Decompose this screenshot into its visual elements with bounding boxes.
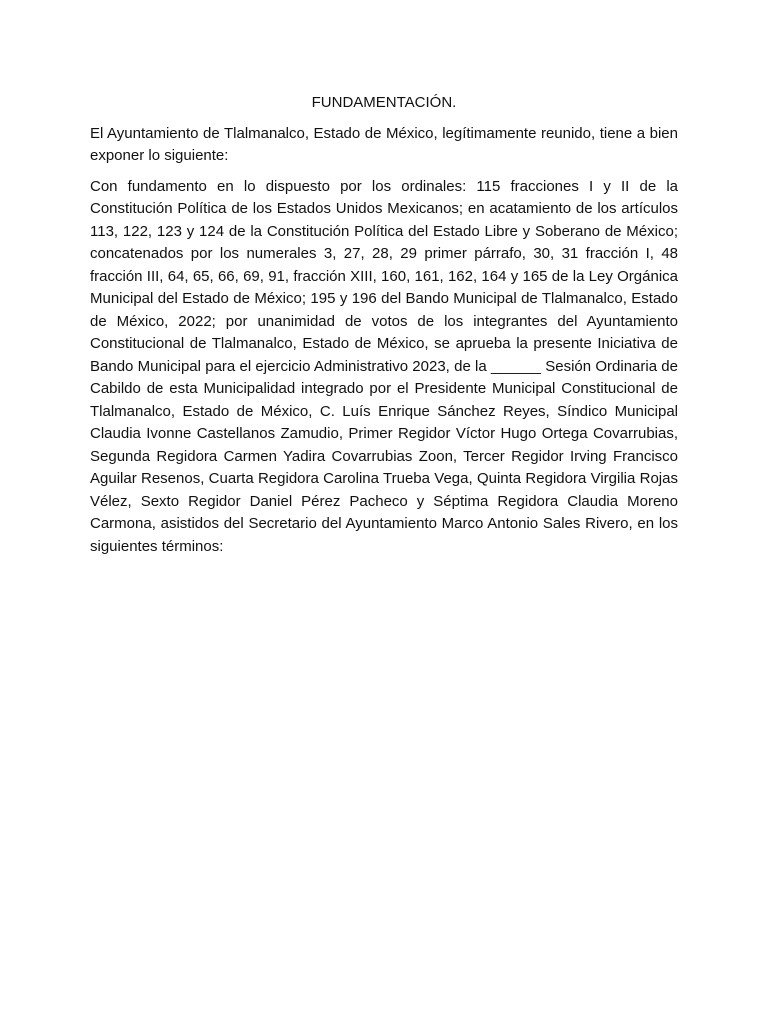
- document-body: [90, 92, 678, 566]
- document-title: FUNDAMENTACIÓN.: [311, 94, 457, 111]
- legal-basis-paragraph: Con fundamento en lo dispuesto por los ordinales: 115 fracciones I y II de la Constitución Política de los Estados Unidos Mexicanos; en acatamiento de los artículos 113, 122, 123 y 124 de la Constitución Política del Estado Libre y Soberano de México; concatenados por los numerales 3, 27, 28, 29 primer párrafo, 30, 31 fracción I, 48 fracción III, 64, 65, 66, 69, 91, fracción XIII, 160, 161, 162, 164 y 165 de la Ley Orgánica Municipal del Estado de México; 195 y 196 del Bando Municipal de Tlalmanalco, Estado de México, 2022; por unanimidad de votos de los integrantes del Ayuntamiento Constitucional de Tlalmanalco, Estado de México, se aprueba la presente Iniciativa de Bando Municipal para el ejercicio Administrativo 2023, de la ______ Sesión Ordinaria de Cabildo de esta Municipalidad integrado por el Presidente Municipal Constitucional de Tlalmanalco, Estado de México, C. Luís Enrique Sánchez Reyes, Síndico Municipal Claudia Ivonne Castellanos Zamudio, Primer Regidor Víctor Hugo Ortega Covarrubias, Segunda Regidora Carmen Yadira Covarrubias Zoon, Tercer Regidor Irving Francisco Aguilar Resenos, Cuarta Regidora Carolina Trueba Vega, Quinta Regidora Virgilia Rojas Vélez, Sexto Regidor Daniel Pérez Pacheco y Séptima Regidora Claudia Moreno Carmona, asistidos del Secretario del Ayuntamiento Marco Antonio Sales Rivero, en los siguientes términos:: [90, 177, 678, 555]
- intro-paragraph: El Ayuntamiento de Tlalmanalco, Estado de México, legítimamente reunido, tiene a bien exponer lo siguiente:: [90, 124, 678, 164]
